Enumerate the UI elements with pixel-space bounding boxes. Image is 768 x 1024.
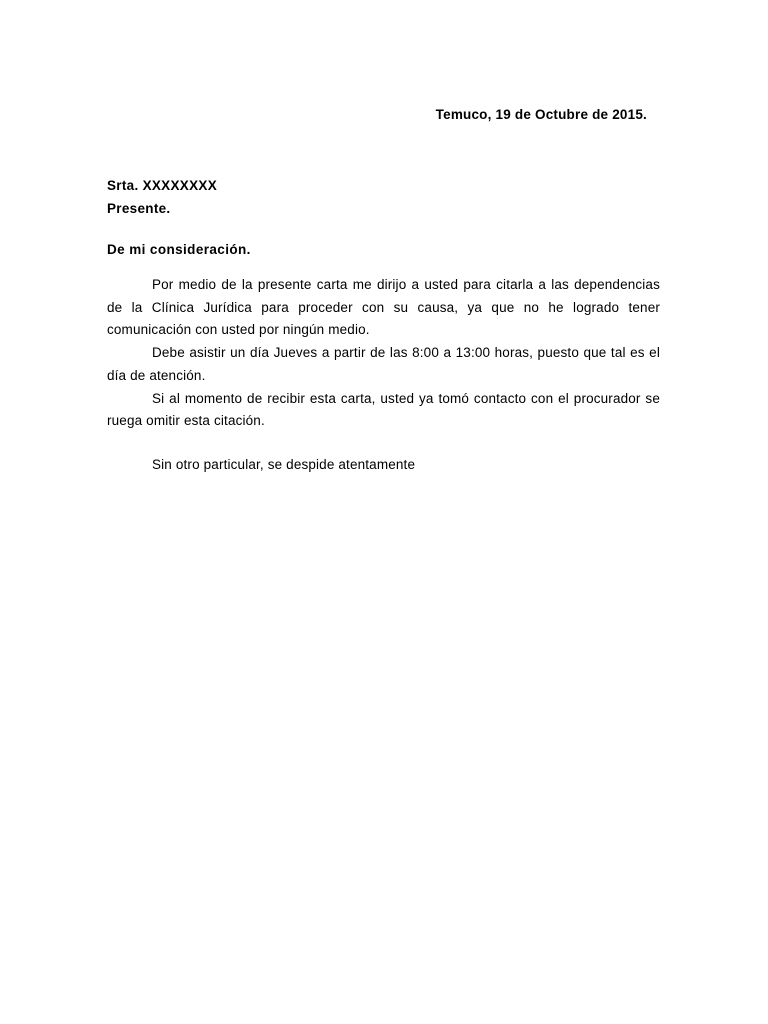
recipient-block [107, 174, 217, 220]
letter-body [107, 274, 660, 433]
recipient-presente: Presente. [107, 201, 171, 216]
body-paragraph: Debe asistir un día Jueves a partir de las 8:00 a 13:00 horas, puesto que tal es el día de atención. [107, 345, 660, 383]
recipient-name: Srta. XXXXXXXX [107, 178, 217, 193]
date-line: Temuco, 19 de Octubre de 2015. [435, 107, 647, 122]
closing-line: Sin otro particular, se despide atentamente [152, 457, 416, 472]
salutation: De mi consideración. [107, 242, 251, 257]
body-paragraph: Si al momento de recibir esta carta, usted ya tomó contacto con el procurador se ruega omitir esta citación. [107, 390, 660, 429]
body-paragraph: Por medio de la presente carta me dirijo a usted para citarla a las dependencias de la Clínica Jurídica para proceder con su causa, ya que no he logrado tener comunicación con usted por ningún medio. [107, 277, 660, 338]
